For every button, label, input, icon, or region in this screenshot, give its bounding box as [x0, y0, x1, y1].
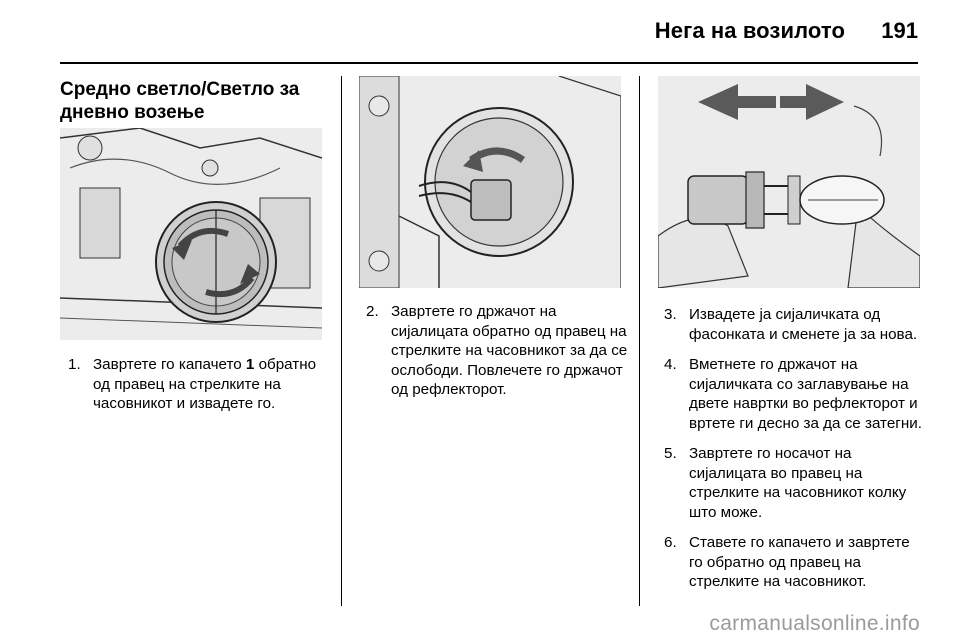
step-text: Вметнете го држачот на сијаличката со заглавување на двете навртки во рефлекторот и вртете ги десно за да се затегни. [689, 356, 922, 432]
steps-column-1 [68, 355, 330, 425]
step-number: 3. [664, 306, 677, 323]
headlamp-cap-illustration [60, 128, 322, 340]
list-item [664, 355, 926, 433]
column-divider-2 [639, 76, 640, 606]
list-item [664, 305, 926, 344]
list-item [366, 302, 628, 400]
step-number: 6. [664, 534, 677, 551]
step-text: Завртете го држачот на сијалицата обратно од правец на стрелките на часовникот за да се ослободи. Повлечете го држачот од рефлекторот. [391, 303, 628, 398]
step-text: обратно од правец на стрелките на часовникот и извадете го. [93, 356, 317, 412]
step-text: Завртете го носачот на сијалицата во правец на стрелките на часовникот колку што може. [689, 445, 907, 521]
step-number: 2. [366, 303, 379, 320]
bulb-holder-illustration [359, 76, 621, 288]
step-text: Извадете ја сијаличката од фасонката и сменете ја за нова. [689, 306, 918, 343]
page-number: 191 [881, 18, 918, 43]
step-number: 5. [664, 445, 677, 462]
page-header-title: Нега на возилото [654, 18, 845, 43]
watermark: carmanualsonline.info [709, 612, 920, 635]
step-text: Ставете го капачето и завртете го обратно од правец на стрелките на часовникот. [689, 534, 910, 590]
steps-column-3 [664, 305, 926, 603]
header-rule [60, 62, 918, 64]
list-item [664, 533, 926, 592]
list-item [68, 355, 330, 414]
list-item [664, 444, 926, 522]
steps-column-2 [366, 302, 628, 411]
step-text: Завртете го капачето [93, 356, 246, 373]
figure-bulb-replacement [658, 76, 920, 288]
step-number: 1. [68, 356, 81, 373]
step-number: 4. [664, 356, 677, 373]
column-divider-1 [341, 76, 342, 606]
bulb-replacement-illustration [658, 76, 920, 288]
figure-cap-removal [60, 128, 322, 340]
figure-bulb-holder [359, 76, 621, 288]
step-callout: 1 [245, 356, 255, 373]
section-title: Средно светло/Светло за дневно возење [60, 79, 300, 123]
